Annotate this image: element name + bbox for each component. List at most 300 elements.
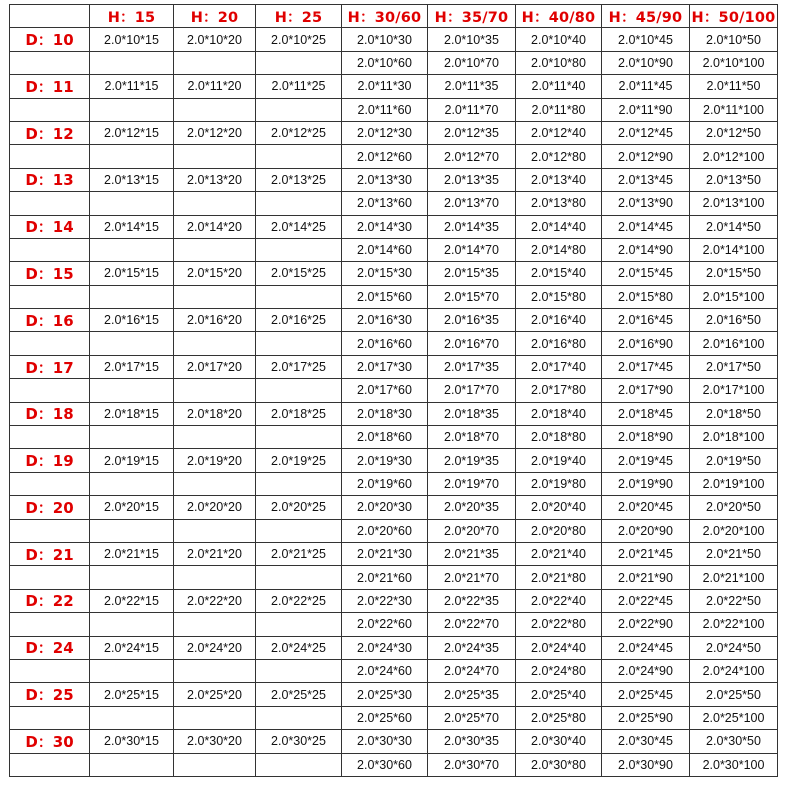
- table-row: [10, 542, 778, 565]
- row-header-d: D：21: [10, 542, 90, 565]
- size-cell: 2.0*18*90: [602, 426, 690, 449]
- row-header-empty: [10, 753, 90, 776]
- size-cell: [174, 98, 256, 121]
- size-cell: [90, 706, 174, 729]
- size-cell: [90, 659, 174, 682]
- size-cell: 2.0*20*30: [342, 496, 428, 519]
- table-row: [10, 402, 778, 425]
- column-header-h: H：25: [256, 5, 342, 28]
- table-row: [10, 75, 778, 98]
- size-cell: 2.0*11*40: [516, 75, 602, 98]
- size-spec-table: [9, 4, 778, 777]
- size-cell: [174, 753, 256, 776]
- size-cell: 2.0*18*70: [428, 426, 516, 449]
- size-cell: 2.0*20*25: [256, 496, 342, 519]
- size-cell: 2.0*20*100: [690, 519, 778, 542]
- table-row: [10, 706, 778, 729]
- row-header-d: D：22: [10, 589, 90, 612]
- size-cell: 2.0*13*25: [256, 168, 342, 191]
- size-cell: 2.0*22*15: [90, 589, 174, 612]
- size-cell: 2.0*13*50: [690, 168, 778, 191]
- size-cell: 2.0*14*40: [516, 215, 602, 238]
- size-cell: [256, 706, 342, 729]
- row-header-empty: [10, 613, 90, 636]
- size-cell: 2.0*21*70: [428, 566, 516, 589]
- row-header-d: D：14: [10, 215, 90, 238]
- size-cell: [256, 285, 342, 308]
- size-cell: 2.0*30*30: [342, 730, 428, 753]
- size-cell: [256, 192, 342, 215]
- size-cell: 2.0*18*25: [256, 402, 342, 425]
- size-cell: 2.0*19*90: [602, 472, 690, 495]
- size-cell: [256, 659, 342, 682]
- table-row: [10, 168, 778, 191]
- size-cell: 2.0*24*60: [342, 659, 428, 682]
- size-cell: 2.0*19*30: [342, 449, 428, 472]
- table-row: [10, 753, 778, 776]
- size-cell: 2.0*16*30: [342, 309, 428, 332]
- size-cell: 2.0*12*20: [174, 121, 256, 144]
- table-row: [10, 215, 778, 238]
- size-cell: [256, 332, 342, 355]
- row-header-d: D：19: [10, 449, 90, 472]
- row-header-d: D：18: [10, 402, 90, 425]
- size-cell: 2.0*13*40: [516, 168, 602, 191]
- size-cell: 2.0*22*90: [602, 613, 690, 636]
- size-cell: 2.0*12*45: [602, 121, 690, 144]
- size-cell: 2.0*22*45: [602, 589, 690, 612]
- size-cell: [174, 332, 256, 355]
- size-cell: 2.0*17*100: [690, 379, 778, 402]
- size-cell: [174, 519, 256, 542]
- table-row: [10, 613, 778, 636]
- table-row: [10, 121, 778, 144]
- size-cell: 2.0*22*80: [516, 613, 602, 636]
- size-cell: 2.0*20*80: [516, 519, 602, 542]
- size-cell: 2.0*10*25: [256, 28, 342, 51]
- row-header-d: D：24: [10, 636, 90, 659]
- size-cell: 2.0*25*70: [428, 706, 516, 729]
- size-cell: 2.0*30*45: [602, 730, 690, 753]
- size-cell: 2.0*30*90: [602, 753, 690, 776]
- size-cell: [256, 472, 342, 495]
- size-cell: [256, 51, 342, 74]
- size-cell: 2.0*13*70: [428, 192, 516, 215]
- size-cell: 2.0*12*15: [90, 121, 174, 144]
- size-cell: [174, 379, 256, 402]
- size-cell: 2.0*11*35: [428, 75, 516, 98]
- size-cell: 2.0*11*70: [428, 98, 516, 121]
- size-cell: [174, 285, 256, 308]
- size-cell: [256, 145, 342, 168]
- size-cell: [256, 379, 342, 402]
- size-cell: 2.0*21*35: [428, 542, 516, 565]
- size-cell: 2.0*21*40: [516, 542, 602, 565]
- size-cell: 2.0*11*90: [602, 98, 690, 121]
- size-cell: 2.0*22*25: [256, 589, 342, 612]
- size-cell: 2.0*10*45: [602, 28, 690, 51]
- size-cell: [256, 98, 342, 121]
- size-cell: [90, 472, 174, 495]
- table-row: [10, 145, 778, 168]
- column-header-h: H：50/100: [690, 5, 778, 28]
- size-cell: 2.0*11*50: [690, 75, 778, 98]
- size-cell: 2.0*10*20: [174, 28, 256, 51]
- size-cell: [174, 192, 256, 215]
- size-cell: 2.0*22*70: [428, 613, 516, 636]
- column-header-h: H：20: [174, 5, 256, 28]
- size-cell: 2.0*16*40: [516, 309, 602, 332]
- size-cell: 2.0*20*45: [602, 496, 690, 519]
- size-cell: [174, 613, 256, 636]
- size-cell: 2.0*24*35: [428, 636, 516, 659]
- size-cell: [174, 426, 256, 449]
- size-cell: [90, 332, 174, 355]
- column-header-h: H：15: [90, 5, 174, 28]
- size-cell: 2.0*19*40: [516, 449, 602, 472]
- size-cell: 2.0*14*35: [428, 215, 516, 238]
- row-header-empty: [10, 51, 90, 74]
- size-cell: 2.0*17*30: [342, 355, 428, 378]
- row-header-empty: [10, 379, 90, 402]
- size-cell: 2.0*25*30: [342, 683, 428, 706]
- row-header-d: D：30: [10, 730, 90, 753]
- size-cell: 2.0*15*50: [690, 262, 778, 285]
- row-header-empty: [10, 426, 90, 449]
- size-cell: [256, 426, 342, 449]
- size-cell: 2.0*25*45: [602, 683, 690, 706]
- size-cell: 2.0*21*80: [516, 566, 602, 589]
- size-cell: 2.0*30*60: [342, 753, 428, 776]
- size-cell: 2.0*18*50: [690, 402, 778, 425]
- size-cell: 2.0*19*20: [174, 449, 256, 472]
- size-cell: [174, 706, 256, 729]
- size-cell: 2.0*13*45: [602, 168, 690, 191]
- size-cell: 2.0*11*30: [342, 75, 428, 98]
- size-cell: 2.0*13*90: [602, 192, 690, 215]
- size-cell: [90, 285, 174, 308]
- row-header-empty: [10, 285, 90, 308]
- size-cell: 2.0*13*100: [690, 192, 778, 215]
- size-cell: 2.0*30*100: [690, 753, 778, 776]
- size-cell: 2.0*12*100: [690, 145, 778, 168]
- table-row: [10, 309, 778, 332]
- size-cell: 2.0*15*80: [516, 285, 602, 308]
- size-cell: 2.0*19*45: [602, 449, 690, 472]
- column-header-h: H：45/90: [602, 5, 690, 28]
- size-cell: 2.0*19*35: [428, 449, 516, 472]
- size-cell: 2.0*17*70: [428, 379, 516, 402]
- size-cell: 2.0*10*50: [690, 28, 778, 51]
- size-cell: 2.0*25*15: [90, 683, 174, 706]
- size-cell: 2.0*20*20: [174, 496, 256, 519]
- size-cell: 2.0*22*50: [690, 589, 778, 612]
- size-cell: [90, 753, 174, 776]
- size-cell: 2.0*24*90: [602, 659, 690, 682]
- size-cell: 2.0*16*60: [342, 332, 428, 355]
- size-cell: 2.0*21*30: [342, 542, 428, 565]
- size-cell: [90, 98, 174, 121]
- size-cell: [174, 659, 256, 682]
- size-cell: 2.0*12*35: [428, 121, 516, 144]
- size-cell: 2.0*30*25: [256, 730, 342, 753]
- size-cell: 2.0*15*20: [174, 262, 256, 285]
- size-cell: 2.0*16*90: [602, 332, 690, 355]
- size-cell: 2.0*15*45: [602, 262, 690, 285]
- size-cell: [90, 51, 174, 74]
- size-cell: 2.0*22*60: [342, 613, 428, 636]
- row-header-empty: [10, 519, 90, 542]
- size-cell: 2.0*19*100: [690, 472, 778, 495]
- size-cell: 2.0*15*100: [690, 285, 778, 308]
- size-cell: 2.0*16*35: [428, 309, 516, 332]
- size-cell: 2.0*30*70: [428, 753, 516, 776]
- size-cell: 2.0*22*20: [174, 589, 256, 612]
- size-cell: 2.0*14*80: [516, 238, 602, 261]
- size-cell: 2.0*12*70: [428, 145, 516, 168]
- size-cell: 2.0*21*20: [174, 542, 256, 565]
- table-row: [10, 659, 778, 682]
- size-cell: 2.0*24*100: [690, 659, 778, 682]
- size-cell: 2.0*22*40: [516, 589, 602, 612]
- table-row: [10, 51, 778, 74]
- row-header-d: D：13: [10, 168, 90, 191]
- size-cell: [90, 566, 174, 589]
- size-cell: 2.0*12*50: [690, 121, 778, 144]
- size-cell: 2.0*12*30: [342, 121, 428, 144]
- size-cell: 2.0*19*15: [90, 449, 174, 472]
- size-cell: 2.0*24*20: [174, 636, 256, 659]
- size-cell: 2.0*30*20: [174, 730, 256, 753]
- size-cell: [90, 192, 174, 215]
- row-header-d: D：15: [10, 262, 90, 285]
- size-cell: 2.0*14*70: [428, 238, 516, 261]
- size-cell: 2.0*24*45: [602, 636, 690, 659]
- size-cell: 2.0*18*80: [516, 426, 602, 449]
- size-cell: 2.0*24*80: [516, 659, 602, 682]
- size-cell: 2.0*20*35: [428, 496, 516, 519]
- size-cell: 2.0*16*45: [602, 309, 690, 332]
- size-cell: 2.0*14*30: [342, 215, 428, 238]
- size-cell: 2.0*18*100: [690, 426, 778, 449]
- size-cell: 2.0*11*45: [602, 75, 690, 98]
- size-cell: [174, 566, 256, 589]
- row-header-d: D：10: [10, 28, 90, 51]
- size-cell: 2.0*19*80: [516, 472, 602, 495]
- size-cell: 2.0*20*70: [428, 519, 516, 542]
- size-cell: 2.0*14*25: [256, 215, 342, 238]
- size-cell: [90, 613, 174, 636]
- size-cell: 2.0*17*15: [90, 355, 174, 378]
- size-cell: 2.0*15*70: [428, 285, 516, 308]
- table-row: [10, 285, 778, 308]
- size-cell: 2.0*19*25: [256, 449, 342, 472]
- size-cell: 2.0*11*100: [690, 98, 778, 121]
- size-cell: 2.0*14*20: [174, 215, 256, 238]
- size-cell: [90, 379, 174, 402]
- size-cell: [90, 145, 174, 168]
- size-cell: 2.0*16*50: [690, 309, 778, 332]
- size-cell: 2.0*24*15: [90, 636, 174, 659]
- row-header-d: D：17: [10, 355, 90, 378]
- size-cell: 2.0*14*45: [602, 215, 690, 238]
- row-header-empty: [10, 98, 90, 121]
- size-cell: 2.0*19*70: [428, 472, 516, 495]
- column-header-h: H：35/70: [428, 5, 516, 28]
- size-cell: 2.0*15*30: [342, 262, 428, 285]
- size-cell: 2.0*17*90: [602, 379, 690, 402]
- row-header-d: D：16: [10, 309, 90, 332]
- table-row: [10, 636, 778, 659]
- size-cell: 2.0*19*50: [690, 449, 778, 472]
- size-cell: 2.0*10*40: [516, 28, 602, 51]
- size-cell: 2.0*21*100: [690, 566, 778, 589]
- size-cell: 2.0*19*60: [342, 472, 428, 495]
- table-row: [10, 566, 778, 589]
- size-cell: [256, 519, 342, 542]
- size-cell: 2.0*24*25: [256, 636, 342, 659]
- size-cell: 2.0*25*25: [256, 683, 342, 706]
- row-header-empty: [10, 472, 90, 495]
- size-cell: 2.0*10*35: [428, 28, 516, 51]
- row-header-empty: [10, 238, 90, 261]
- row-header-d: D：25: [10, 683, 90, 706]
- size-cell: 2.0*30*80: [516, 753, 602, 776]
- table-row: [10, 355, 778, 378]
- size-cell: [256, 753, 342, 776]
- table-body: [10, 28, 778, 777]
- row-header-d: D：12: [10, 121, 90, 144]
- row-header-d: D：11: [10, 75, 90, 98]
- column-header-h: H：30/60: [342, 5, 428, 28]
- size-cell: 2.0*11*25: [256, 75, 342, 98]
- size-cell: 2.0*12*80: [516, 145, 602, 168]
- size-cell: 2.0*20*90: [602, 519, 690, 542]
- size-cell: 2.0*25*60: [342, 706, 428, 729]
- size-cell: 2.0*20*60: [342, 519, 428, 542]
- table-row: [10, 192, 778, 215]
- size-cell: 2.0*10*30: [342, 28, 428, 51]
- table-row: [10, 496, 778, 519]
- size-cell: 2.0*25*40: [516, 683, 602, 706]
- size-cell: 2.0*20*40: [516, 496, 602, 519]
- size-cell: [174, 145, 256, 168]
- size-cell: [90, 519, 174, 542]
- size-cell: 2.0*12*40: [516, 121, 602, 144]
- size-cell: 2.0*21*50: [690, 542, 778, 565]
- size-cell: [256, 613, 342, 636]
- table-row: [10, 730, 778, 753]
- row-header-empty: [10, 145, 90, 168]
- size-cell: 2.0*13*80: [516, 192, 602, 215]
- size-cell: [174, 51, 256, 74]
- size-cell: 2.0*20*15: [90, 496, 174, 519]
- size-cell: 2.0*21*25: [256, 542, 342, 565]
- column-header-h: H：40/80: [516, 5, 602, 28]
- size-cell: 2.0*11*60: [342, 98, 428, 121]
- table-row: [10, 28, 778, 51]
- size-cell: 2.0*17*60: [342, 379, 428, 402]
- size-cell: 2.0*14*100: [690, 238, 778, 261]
- size-cell: 2.0*13*30: [342, 168, 428, 191]
- size-cell: [174, 472, 256, 495]
- size-cell: 2.0*25*50: [690, 683, 778, 706]
- size-cell: 2.0*17*20: [174, 355, 256, 378]
- size-cell: 2.0*21*45: [602, 542, 690, 565]
- table-row: [10, 426, 778, 449]
- size-cell: 2.0*18*30: [342, 402, 428, 425]
- size-cell: 2.0*18*20: [174, 402, 256, 425]
- size-cell: 2.0*11*15: [90, 75, 174, 98]
- size-cell: 2.0*16*100: [690, 332, 778, 355]
- size-cell: 2.0*24*50: [690, 636, 778, 659]
- size-cell: 2.0*17*35: [428, 355, 516, 378]
- size-cell: 2.0*10*15: [90, 28, 174, 51]
- row-header-empty: [10, 192, 90, 215]
- table-row: [10, 238, 778, 261]
- size-cell: 2.0*15*40: [516, 262, 602, 285]
- size-cell: 2.0*14*15: [90, 215, 174, 238]
- size-cell: 2.0*16*80: [516, 332, 602, 355]
- size-cell: 2.0*15*80: [602, 285, 690, 308]
- size-cell: 2.0*11*20: [174, 75, 256, 98]
- size-cell: 2.0*15*60: [342, 285, 428, 308]
- header-corner-cell: [10, 5, 90, 28]
- size-cell: 2.0*10*90: [602, 51, 690, 74]
- size-cell: 2.0*18*15: [90, 402, 174, 425]
- size-cell: 2.0*16*25: [256, 309, 342, 332]
- size-cell: 2.0*30*35: [428, 730, 516, 753]
- size-cell: 2.0*25*80: [516, 706, 602, 729]
- table-row: [10, 449, 778, 472]
- size-cell: 2.0*15*35: [428, 262, 516, 285]
- table-row: [10, 519, 778, 542]
- size-cell: 2.0*14*50: [690, 215, 778, 238]
- size-cell: 2.0*17*40: [516, 355, 602, 378]
- size-cell: 2.0*13*20: [174, 168, 256, 191]
- size-cell: 2.0*18*45: [602, 402, 690, 425]
- size-cell: 2.0*10*80: [516, 51, 602, 74]
- row-header-empty: [10, 659, 90, 682]
- size-cell: 2.0*16*15: [90, 309, 174, 332]
- size-cell: 2.0*18*60: [342, 426, 428, 449]
- size-cell: 2.0*17*25: [256, 355, 342, 378]
- size-cell: 2.0*30*50: [690, 730, 778, 753]
- size-cell: [256, 566, 342, 589]
- size-cell: 2.0*18*35: [428, 402, 516, 425]
- size-cell: 2.0*17*80: [516, 379, 602, 402]
- size-cell: 2.0*12*25: [256, 121, 342, 144]
- size-cell: 2.0*13*15: [90, 168, 174, 191]
- size-cell: 2.0*10*60: [342, 51, 428, 74]
- size-cell: 2.0*25*90: [602, 706, 690, 729]
- table-row: [10, 683, 778, 706]
- size-cell: 2.0*20*50: [690, 496, 778, 519]
- size-cell: 2.0*30*40: [516, 730, 602, 753]
- size-cell: 2.0*10*100: [690, 51, 778, 74]
- size-cell: 2.0*13*60: [342, 192, 428, 215]
- size-cell: [256, 238, 342, 261]
- row-header-d: D：20: [10, 496, 90, 519]
- size-cell: 2.0*16*70: [428, 332, 516, 355]
- size-cell: 2.0*15*25: [256, 262, 342, 285]
- size-cell: [90, 238, 174, 261]
- table-row: [10, 379, 778, 402]
- table-row: [10, 589, 778, 612]
- size-cell: 2.0*25*20: [174, 683, 256, 706]
- size-cell: 2.0*22*30: [342, 589, 428, 612]
- size-cell: 2.0*17*50: [690, 355, 778, 378]
